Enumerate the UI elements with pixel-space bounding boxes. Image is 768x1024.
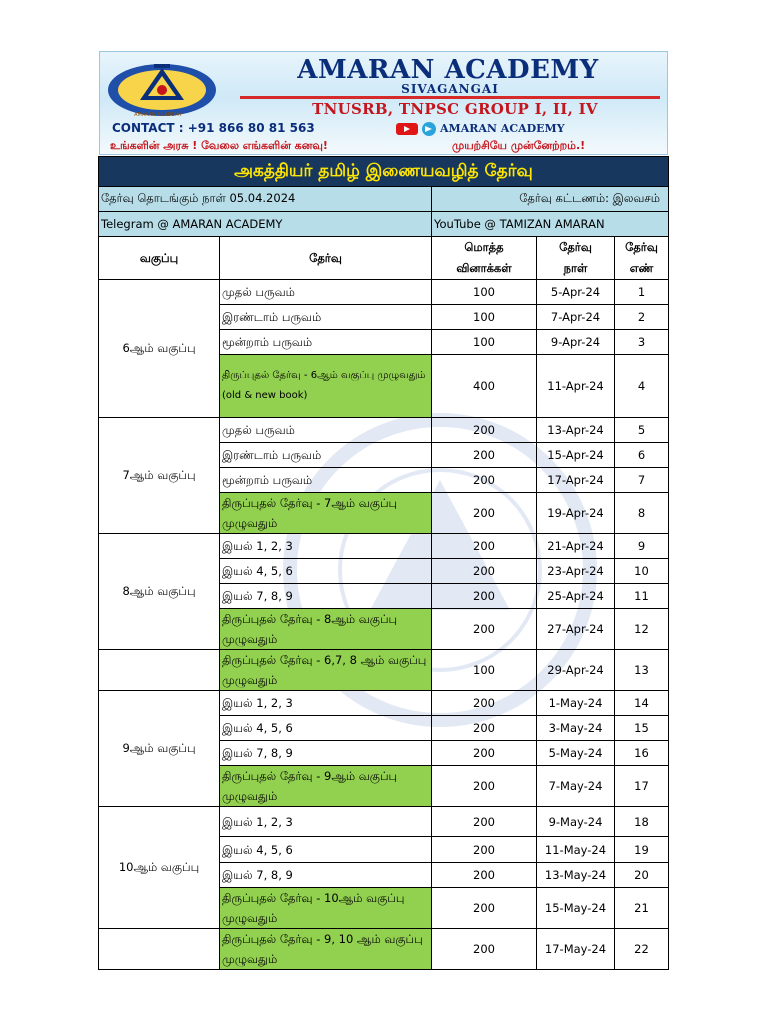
header-banner — [99, 51, 668, 155]
column-header-number — [615, 237, 669, 280]
exam-number: 1 — [615, 280, 669, 305]
table-row — [99, 807, 669, 837]
slogan-left: உங்களின் அரசு ! வேலை எங்களின் கனவு! — [110, 139, 328, 152]
exam-subject: இரண்டாம் பருவம் — [220, 443, 432, 468]
exam-fee: தேர்வு கட்டணம்: இலவசம் — [432, 187, 669, 212]
exam-number: 7 — [615, 468, 669, 493]
exam-date: 1-May-24 — [537, 691, 615, 716]
exam-number: 19 — [615, 837, 669, 863]
exam-date: 15-Apr-24 — [537, 443, 615, 468]
exam-subject: முதல் பருவம் — [220, 280, 432, 305]
channel-name: AMARAN ACADEMY — [440, 122, 565, 135]
total-questions: 200 — [432, 716, 537, 741]
class-label-10: 10ஆம் வகுப்பு — [99, 807, 220, 929]
column-header-class: வகுப்பு — [99, 237, 220, 280]
class-label-9: 9ஆம் வகுப்பு — [99, 691, 220, 807]
table-row — [99, 691, 669, 716]
exam-number: 14 — [615, 691, 669, 716]
exam-date: 5-Apr-24 — [537, 280, 615, 305]
logo-emblem — [104, 56, 220, 118]
table-row — [99, 534, 669, 559]
class-label-empty — [99, 650, 220, 691]
exam-number: 20 — [615, 863, 669, 888]
exam-schedule-table — [98, 156, 669, 970]
total-questions: 400 — [432, 355, 537, 418]
total-questions: 200 — [432, 559, 537, 584]
slogan-right: முயற்சியே முன்னேற்றம்.! — [452, 139, 586, 152]
table-row — [99, 929, 669, 970]
exam-date: 15-May-24 — [537, 888, 615, 929]
youtube-handle[interactable]: YouTube @ TAMIZAN AMARAN — [432, 212, 669, 237]
total-questions: 100 — [432, 330, 537, 355]
exam-subject-revision: திருப்புதல் தேர்வு - 8ஆம் வகுப்பு முழுவதும் — [220, 609, 432, 650]
contact-number: CONTACT : +91 866 80 81 563 — [112, 121, 315, 135]
total-questions: 200 — [432, 493, 537, 534]
total-questions: 200 — [432, 691, 537, 716]
exam-number: 10 — [615, 559, 669, 584]
total-questions: 100 — [432, 280, 537, 305]
exam-subject: இயல் 4, 5, 6 — [220, 716, 432, 741]
exam-date: 17-Apr-24 — [537, 468, 615, 493]
exam-number: 17 — [615, 766, 669, 807]
exam-date: 21-Apr-24 — [537, 534, 615, 559]
logo-caption: AMARAN ACADEMY — [134, 112, 182, 118]
brand-city: SIVAGANGAI — [401, 82, 499, 96]
table-header-row — [99, 237, 669, 280]
course-line: TNUSRB, TNPSC GROUP I, II, IV — [312, 100, 598, 118]
exam-date: 19-Apr-24 — [537, 493, 615, 534]
exam-date: 5-May-24 — [537, 741, 615, 766]
exam-number: 18 — [615, 807, 669, 837]
column-header-number-line2: எண் — [629, 261, 654, 275]
column-header-exam: தேர்வு — [220, 237, 432, 280]
exam-subject: மூன்றாம் பருவம் — [220, 330, 432, 355]
total-questions: 200 — [432, 766, 537, 807]
exam-number: 21 — [615, 888, 669, 929]
total-questions: 200 — [432, 807, 537, 837]
exam-date: 9-Apr-24 — [537, 330, 615, 355]
exam-subject: இயல் 7, 8, 9 — [220, 741, 432, 766]
column-header-date — [537, 237, 615, 280]
exam-number: 6 — [615, 443, 669, 468]
class-label-empty — [99, 929, 220, 970]
exam-date: 13-Apr-24 — [537, 418, 615, 443]
exam-number: 2 — [615, 305, 669, 330]
exam-subject-revision: திருப்புதல் தேர்வு - 9ஆம் வகுப்பு முழுவதும் — [220, 766, 432, 807]
exam-subject: இயல் 4, 5, 6 — [220, 559, 432, 584]
exam-number: 15 — [615, 716, 669, 741]
total-questions: 200 — [432, 584, 537, 609]
exam-number: 12 — [615, 609, 669, 650]
exam-subject: இரண்டாம் பருவம் — [220, 305, 432, 330]
column-header-date-line1: தேர்வு — [559, 240, 592, 254]
class-label-6: 6ஆம் வகுப்பு — [99, 280, 220, 418]
exam-date: 7-Apr-24 — [537, 305, 615, 330]
total-questions: 200 — [432, 443, 537, 468]
exam-date: 13-May-24 — [537, 863, 615, 888]
exam-date: 25-Apr-24 — [537, 584, 615, 609]
total-questions: 200 — [432, 888, 537, 929]
exam-date: 23-Apr-24 — [537, 559, 615, 584]
column-header-total — [432, 237, 537, 280]
exam-subject-revision: திருப்புதல் தேர்வு - 6,7, 8 ஆம் வகுப்பு முழுவதும் — [220, 650, 432, 691]
column-header-total-line2: வினாக்கள் — [456, 261, 512, 275]
total-questions: 200 — [432, 837, 537, 863]
total-questions: 200 — [432, 418, 537, 443]
total-questions: 200 — [432, 609, 537, 650]
column-header-total-line1: மொத்த — [464, 240, 504, 254]
table-row — [99, 650, 669, 691]
exam-date: 7-May-24 — [537, 766, 615, 807]
column-header-number-line1: தேர்வு — [625, 240, 658, 254]
exam-number: 13 — [615, 650, 669, 691]
telegram-icon — [422, 122, 436, 136]
total-questions: 100 — [432, 650, 537, 691]
class-label-7: 7ஆம் வகுப்பு — [99, 418, 220, 534]
exam-subject-revision: திருப்புதல் தேர்வு - 7ஆம் வகுப்பு முழுவதும் — [220, 493, 432, 534]
brand-name: AMARAN ACADEMY — [297, 55, 599, 85]
exam-date: 11-May-24 — [537, 837, 615, 863]
exam-number: 22 — [615, 929, 669, 970]
exam-subject: இயல் 1, 2, 3 — [220, 691, 432, 716]
exam-subject: இயல் 7, 8, 9 — [220, 863, 432, 888]
exam-date: 29-Apr-24 — [537, 650, 615, 691]
page-title: அகத்தியர் தமிழ் இணையவழித் தேர்வு — [99, 157, 669, 187]
exam-subject: மூன்றாம் பருவம் — [220, 468, 432, 493]
column-header-date-line2: நாள் — [563, 261, 588, 275]
table-row — [99, 418, 669, 443]
class-label-8: 8ஆம் வகுப்பு — [99, 534, 220, 650]
total-questions: 200 — [432, 468, 537, 493]
exam-number: 11 — [615, 584, 669, 609]
total-questions: 200 — [432, 929, 537, 970]
exam-date: 27-Apr-24 — [537, 609, 615, 650]
exam-subject: இயல் 4, 5, 6 — [220, 837, 432, 863]
exam-subject: இயல் 1, 2, 3 — [220, 534, 432, 559]
exam-number: 5 — [615, 418, 669, 443]
table-row — [99, 280, 669, 305]
exam-number: 4 — [615, 355, 669, 418]
exam-date: 3-May-24 — [537, 716, 615, 741]
exam-number: 9 — [615, 534, 669, 559]
total-questions: 200 — [432, 534, 537, 559]
exam-subject: இயல் 7, 8, 9 — [220, 584, 432, 609]
exam-subject-revision: திருப்புதல் தேர்வு - 9, 10 ஆம் வகுப்பு முழுவதும் — [220, 929, 432, 970]
start-date: தேர்வு தொடங்கும் நாள் 05.04.2024 — [99, 187, 432, 212]
exam-subject-revision: திருப்புதல் தேர்வு - 6ஆம் வகுப்பு முழுவதும் (old & new book) — [220, 355, 432, 418]
exam-subject: இயல் 1, 2, 3 — [220, 807, 432, 837]
youtube-icon — [396, 123, 418, 135]
telegram-handle[interactable]: Telegram @ AMARAN ACADEMY — [99, 212, 432, 237]
exam-date: 9-May-24 — [537, 807, 615, 837]
total-questions: 100 — [432, 305, 537, 330]
exam-number: 8 — [615, 493, 669, 534]
exam-subject-revision: திருப்புதல் தேர்வு - 10ஆம் வகுப்பு முழுவதும் — [220, 888, 432, 929]
exam-date: 11-Apr-24 — [537, 355, 615, 418]
banner-divider — [240, 96, 660, 99]
exam-number: 16 — [615, 741, 669, 766]
exam-subject: முதல் பருவம் — [220, 418, 432, 443]
exam-number: 3 — [615, 330, 669, 355]
total-questions: 200 — [432, 863, 537, 888]
total-questions: 200 — [432, 741, 537, 766]
exam-date: 17-May-24 — [537, 929, 615, 970]
